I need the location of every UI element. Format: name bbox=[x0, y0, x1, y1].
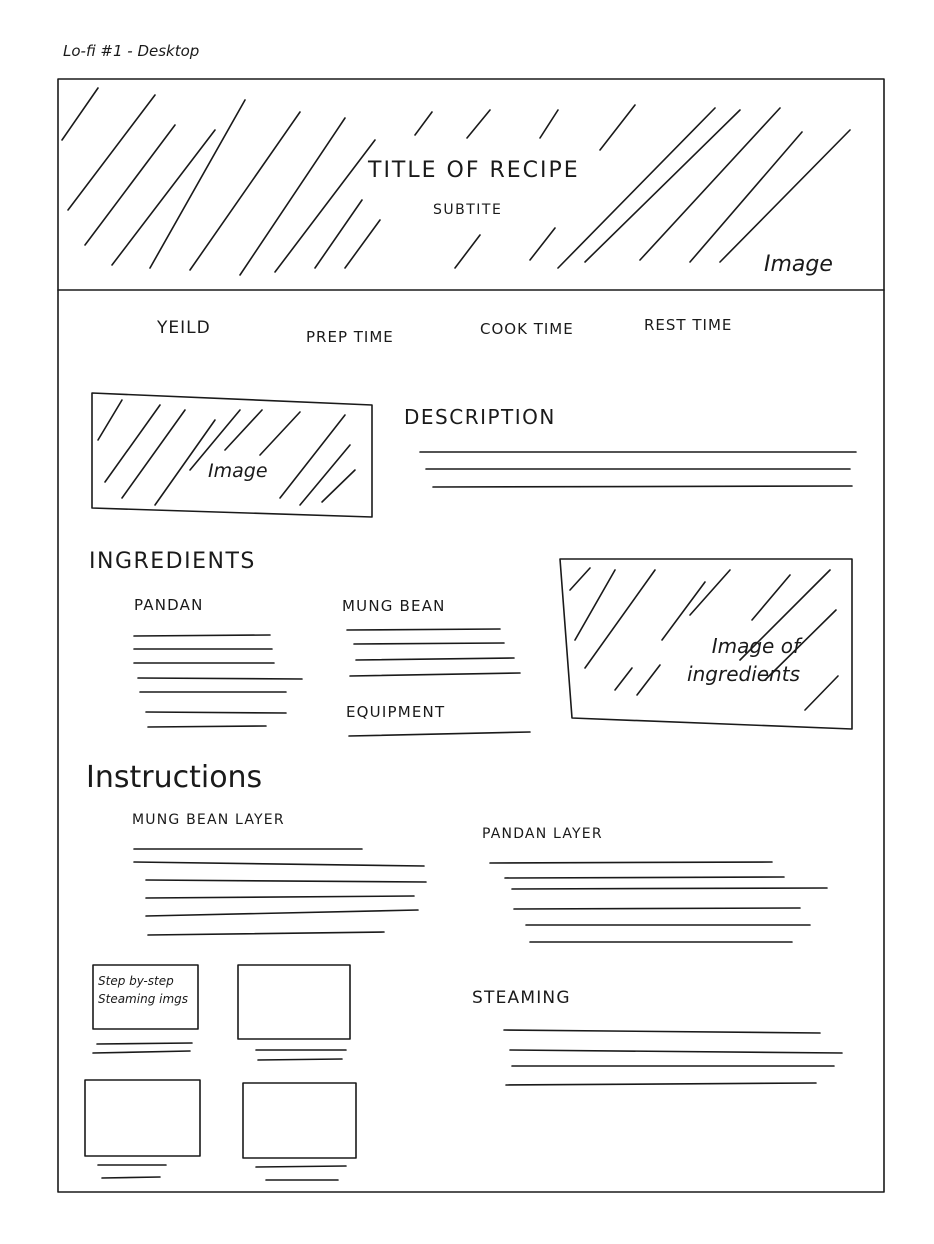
steaming-subheading: STEAMING bbox=[472, 988, 571, 1008]
description-lines bbox=[420, 452, 856, 487]
mung-bean-layer-subheading: MUNG BEAN LAYER bbox=[132, 812, 285, 828]
description-image-note: Image bbox=[208, 460, 268, 482]
recipe-title: TITLE OF RECIPE bbox=[368, 158, 580, 183]
recipe-subtitle: SUBTITE bbox=[433, 202, 503, 218]
step-images-note: Step by-step Steaming imgs bbox=[98, 974, 189, 1006]
page-label: Lo-fi #1 - Desktop bbox=[63, 42, 200, 60]
yield-label: YEILD bbox=[157, 318, 211, 338]
step-image-1-lines bbox=[93, 1043, 192, 1053]
ingredients-image-note: Image of ingredients bbox=[687, 634, 800, 686]
step-image-3-lines bbox=[98, 1165, 166, 1178]
mung-bean-ingredient-lines bbox=[347, 629, 520, 676]
description-image-hatch bbox=[98, 400, 355, 505]
mung-bean-subheading: MUNG BEAN bbox=[342, 597, 446, 615]
pandan-ingredient-lines bbox=[134, 635, 302, 727]
step-image-box-4 bbox=[243, 1083, 356, 1158]
pandan-layer-subheading: PANDAN LAYER bbox=[482, 826, 603, 842]
cook-time-label: COOK TIME bbox=[480, 320, 574, 338]
description-heading: DESCRIPTION bbox=[404, 405, 556, 429]
pandan-layer-lines bbox=[490, 862, 827, 942]
mung-bean-layer-lines bbox=[134, 849, 426, 935]
equipment-subheading: EQUIPMENT bbox=[346, 703, 446, 721]
instructions-heading: Instructions bbox=[86, 760, 263, 795]
prep-time-label: PREP TIME bbox=[306, 328, 394, 346]
steaming-lines bbox=[504, 1030, 842, 1085]
step-image-box-2 bbox=[238, 965, 350, 1039]
step-image-4-lines bbox=[256, 1166, 346, 1180]
description-image-box bbox=[92, 393, 372, 517]
hero-image-note: Image bbox=[764, 252, 833, 277]
ingredients-heading: INGREDIENTS bbox=[89, 549, 256, 574]
step-image-2-lines bbox=[256, 1050, 346, 1060]
step-image-box-3 bbox=[85, 1080, 200, 1156]
equipment-line bbox=[349, 732, 530, 736]
rest-time-label: REST TIME bbox=[644, 316, 733, 334]
pandan-subheading: PANDAN bbox=[134, 596, 204, 614]
